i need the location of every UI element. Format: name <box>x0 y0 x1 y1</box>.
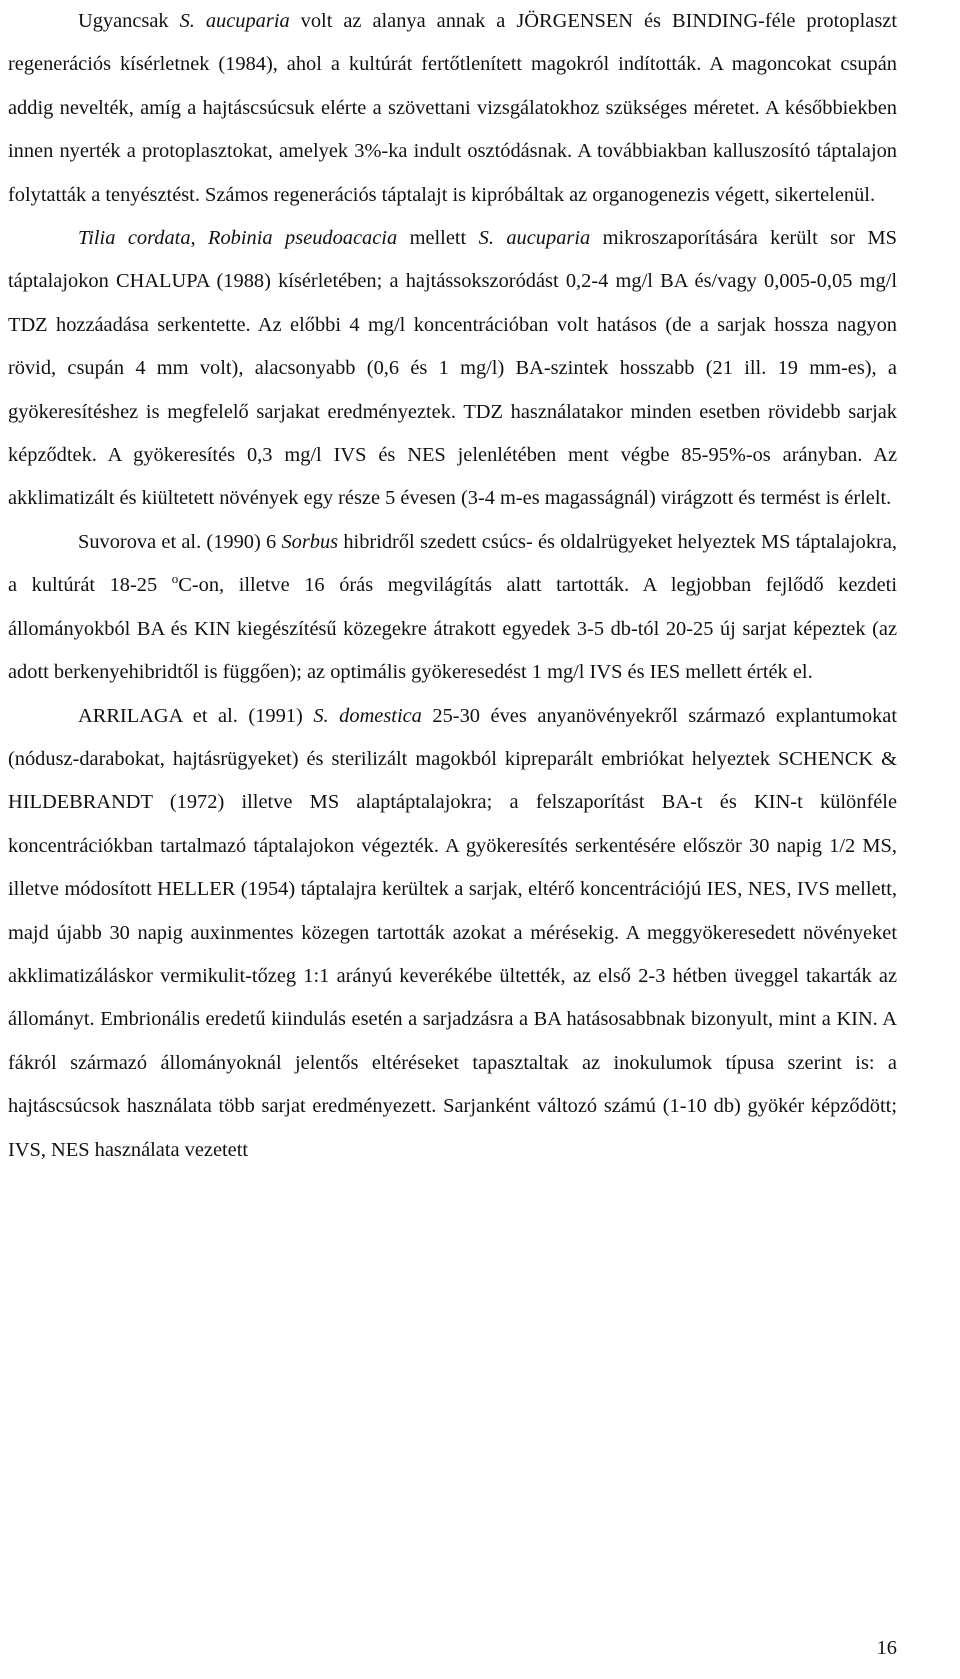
italic-text: S. domestica <box>313 704 422 727</box>
body-text <box>8 0 897 1172</box>
superscript: o <box>171 571 179 587</box>
text-run: mellett <box>397 227 479 250</box>
paragraph-3 <box>8 521 897 695</box>
text-run: Ugyancsak <box>78 10 180 32</box>
italic-text: S. aucuparia <box>179 10 290 32</box>
text-run: mikroszaporítására került sor MS táptalajokon CHALUPA (1988) kísérletében; a hajtássokszoródást 0,2-4 mg/l BA és/vagy 0,005-0,05 mg/l TDZ hozzáadása serkentette. Az előbbi 4 mg/l koncentrációban volt hatásos (de a sarjak hossza nagyon rövid, csupán 4 mm volt), alacsonyabb (0,6 és 1 mg/l) BA-szintek hosszabb (21 ill. 19 mm-es), a gyökeresítéshez is megfelelő sarjakat eredményeztek. TDZ használatakor minden esetben rövidebb sarjak képződtek. A gyökeresítés 0,3 mg/l IVS és NES jelenlétében ment végbe 85-95%-os arányban. Az akklimatizált és kiültetett növények egy része 5 évesen (3-4 m-es magasságnál) virágzott és termést is érlelt. <box>8 227 897 510</box>
paragraph-4 <box>8 695 897 1172</box>
text-run: ARRILAGA et al. (1991) <box>78 704 314 727</box>
text-run: volt az alanya annak a JÖRGENSEN és BINDING-féle protoplaszt regenerációs kísérletnek (1984), ahol a kultúrát fertőtlenített magokról indították. A magoncokat csupán addig nevelték, amíg a hajtáscsúcsuk elérte a szövettani vizsgálatokhoz szükséges méretet. A későbbiekben innen nyerték a protoplasztokat, amelyek 3%-ka indult osztódásnak. A továbbiakban kalluszosító táptalajon folytatták a tenyésztést. Számos regenerációs táptalajt is kipróbáltak az organogenezis végett, sikertelenül. <box>8 10 897 206</box>
italic-text: Sorbus <box>281 530 339 553</box>
italic-text: Tilia cordata, Robinia pseudoacacia <box>78 227 398 250</box>
text-run: C-on, illetve 16 órás megvilágítás alatt tartották. A legjobban fejlődő kezdeti állományokból BA és KIN kiegészítésű közegekre átrakott egyedek 3-5 db-tól 20-25 új sarjat képeztek (az adott berkenyehibridtől is függően); az optimális gyökeresedést 1 mg/l IVS és IES mellett érték el. <box>8 574 898 684</box>
italic-text: S. aucuparia <box>478 227 591 250</box>
page-number: 16 <box>876 1637 897 1659</box>
document-page <box>8 0 897 1679</box>
paragraph-1 <box>8 0 897 217</box>
paragraph-2 <box>8 217 897 521</box>
text-run: 25-30 éves anyanövényekről származó explantumokat (nódusz-darabokat, hajtásrügyeket) és sterilizált magokból kipreparált embriókat helyeztek SCHENCK & HILDEBRANDT (1972) illetve MS alaptáptalajokra; a felszaporítást BA-t és KIN-t különféle koncentrációkban tartalmazó táptalajokon végezték. A gyökeresítés serkentésére először 30 napig 1/2 MS, illetve módosított HELLER (1954) táptalajra kerültek a sarjak, eltérő koncentrációjú IES, NES, IVS mellett, majd újabb 30 napig auxinmentes közegen tartották azokat a mérésekig. A meggyökeresedett növényeket akklimatizáláskor vermikulit-tőzeg 1:1 arányú keverékébe ültették, az első 2-3 hétben üveggel takarták az állományt. Embrionális eredetű kiindulás esetén a sarjadzásra a BA hatásosabbnak bizonyult, mint a KIN. A fákról származó állományoknál jelentős eltéréseket tapasztaltak az inokulumok típusa szerint is: a hajtáscsúcsok használata több sarjat eredményezett. Sarjanként változó számú (1-10 db) gyökér képződött; IVS, NES használata vezetett <box>8 704 897 1161</box>
text-run: hibridről szedett csúcs- és oldalrügyeket helyeztek MS táptalajokra, a kultúrát 18-25 <box>8 530 897 597</box>
text-run: Suvorova et al. (1990) 6 <box>78 530 282 553</box>
